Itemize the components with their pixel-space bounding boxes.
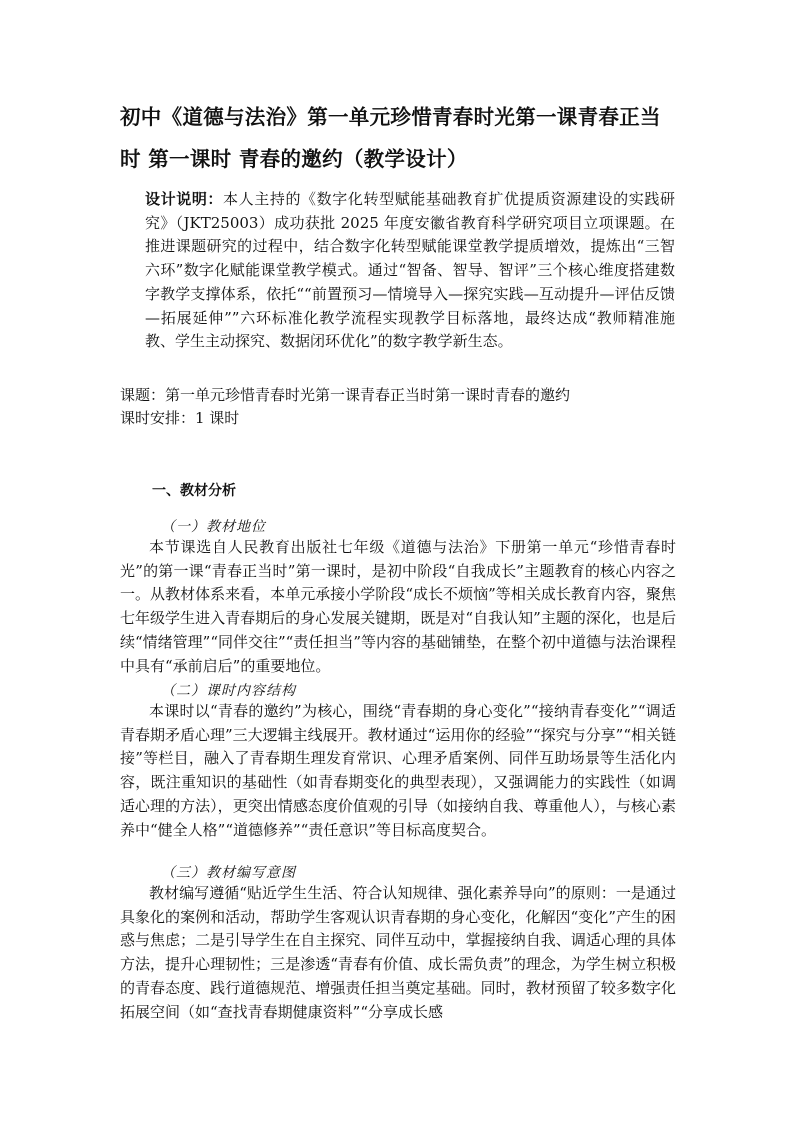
- subsection-heading-intent: （三）教材编写意图: [161, 865, 296, 881]
- paragraph-structure: 本课时以“青春的邀约”为核心，围绕“青春期的身心变化”“接纳青春变化”“调适青春期矛盾心理”三大逻辑主线展开。教材通过“运用你的经验”“探究与分享”“相关链接”等栏目，融入了青春期生理发育常识、心理矛盾案例、同伴互助场景等生活化内容，既注重知识的基础性（如青春期变化的典型表现），又强调能力的实践性（如调适心理的方法），更突出情感态度价值观的引导（如接纳自我、尊重他人），与核心素养中“健全人格”“道德修养”“责任意识”等目标高度契合。: [120, 702, 677, 839]
- subsection-heading-structure: （二）课时内容结构: [161, 683, 296, 699]
- section-heading-textbook-analysis: 一、教材分析: [152, 483, 236, 499]
- lesson-info: [120, 384, 680, 430]
- paragraph-position: 本节课选自人民教育出版社七年级《道德与法治》下册第一单元“珍惜青春时光”的第一课“青春正当时”第一课时，是初中阶段“自我成长”主题教育的核心内容之一。从教材体系来看，本单元承接小学阶段“成长不烦恼”等相关成长教育内容，聚焦七年级学生进入青春期后的身心发展关键期，既是对“自我认知”主题的深化，也是后续“情绪管理”“同伴交往”“责任担当”等内容的基础铺垫，在整个初中道德与法治课程中具有“承前启后”的重要地位。: [120, 538, 677, 675]
- document-title: 初中《道德与法治》第一单元珍惜青春时光第一课青春正当时 第一课时 青春的邀约（教学设计）: [120, 105, 661, 171]
- paragraph-intent: 教材编写遵循“贴近学生生活、符合认知规律、强化素养导向”的原则：一是通过具象化的案例和活动，帮助学生客观认识青春期的身心变化，化解因“变化”产生的困惑与焦虑；二是引导学生在自主探究、同伴互动中，掌握接纳自我、调适心理的具体方法，提升心理韧性；三是渗透“青春有价值、成长需负责”的理念，为学生树立积极的青春态度、践行道德规范、增强责任担当奠定基础。同时，教材预留了较多数字化拓展空间（如“查找青春期健康资料”“分享成长感: [120, 884, 676, 1021]
- design-note: [145, 188, 675, 354]
- design-note-text: 本人主持的《数字化转型赋能基础教育扩优提质资源建设的实践研究》（JKT25003）成功获批 2025 年度安徽省教育科学研究项目立项课题。在推进课题研究的过程中，结合数字化转型赋能课堂教学提质增效，提炼出“三智六环”数字化赋能课堂教学模式。通过“智备、智导、智评”三个核心维度搭建数字教学支撑体系，依托““前置预习—情境导入—探究实践—互动提升—评估反馈—拓展延伸””六环标准化教学流程实现教学目标落地，最终达成“教师精准施教、学生主动探究、数据闭环优化”的数字教学新生态。: [145, 190, 675, 351]
- subsection-heading-position: （一）教材地位: [161, 519, 266, 535]
- design-note-label: 设计说明：: [145, 190, 224, 208]
- lesson-topic: 课题：第一单元珍惜青春时光第一课青春正当时第一课时青春的邀约: [120, 386, 571, 404]
- lesson-schedule: 课时安排：1 课时: [120, 409, 240, 427]
